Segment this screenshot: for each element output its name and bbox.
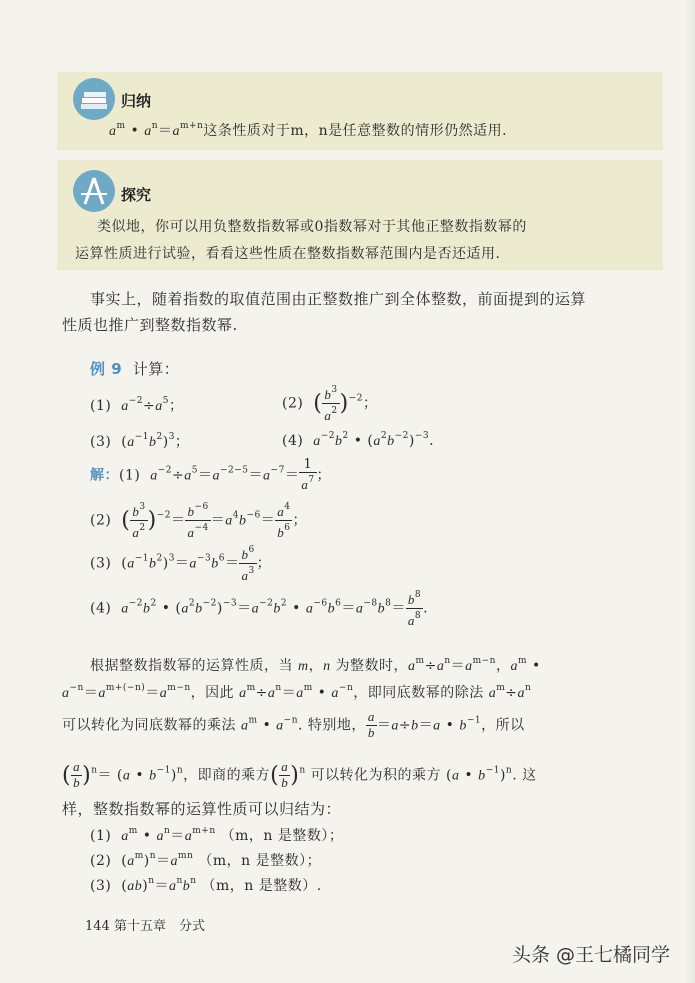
problem-1: (1) $a^{-2}\div a^5$；	[90, 396, 184, 414]
example-heading	[90, 358, 179, 379]
page-edge-shadow	[685, 0, 695, 983]
rule-2: (2) $(a^m)^n=a^{mn}$ （m，n 是整数）；	[90, 851, 322, 869]
para2-line-4: ( $\frac{a}{b}$ )$^n$＝ (a • $b^{-1})^n$，即商的乘方( $\frac{a}{b}$ )$^n$ 可以转化为积的乘方 (a • $b^{-1})^n$. 这	[62, 759, 537, 790]
problem-4: (4) $a^{-2}b^2$ • $(a^2b^{-2})^{-3}$.	[282, 431, 435, 449]
page-footer	[85, 915, 205, 934]
rule-1: (1) $a^m$ • $a^n=a^{m+n}$ （m，n 是整数）；	[90, 826, 344, 844]
para2-line-1: 根据整数指数幂的运算性质，当 m，n 为整数时，$a^m\div a^n=a^{m-n}$，$a^m$ •	[90, 656, 541, 674]
solution-4: (4) $a^{-2}b^2$ • $(a^2b^{-2})^{-3}=a^{-2}b^2$ • $a^{-6}b^6=a^{-8}b^8=$ $\frac{b^8}{a^8}$ .	[90, 590, 429, 628]
para1-line-2: 性质也推广到整数指数幂.	[62, 316, 238, 334]
explore-line-1: 类似地，你可以用负整数指数幂或0指数幂对于其他正整数指数幂的	[97, 219, 527, 235]
explore-title: 探究	[121, 186, 152, 204]
para1-line-1: 事实上，随着指数的取值范围由正整数推广到全体整数，前面提到的运算	[90, 290, 587, 308]
compass-icon	[73, 170, 115, 212]
explore-box	[57, 160, 663, 270]
para2-line-5: 样，整数指数幂的运算性质可以归结为：	[62, 800, 342, 818]
problem-2: (2) ( $\frac{b^3}{a^2}$ )$^{-2}$；	[282, 385, 378, 423]
solution-3: (3) $(a^{-1}b^2)^3=a^{-3}b^6=$ $\frac{b^6}{a^3}$ ；	[90, 545, 272, 583]
book-stack-icon	[73, 78, 115, 120]
summary-text: $a^m$ • $a^n=a^{m+n}$这条性质对于m，n是任意整数的情形仍然适用.	[109, 121, 508, 139]
solution-label: 解：	[90, 467, 119, 484]
rule-3: (3) $(ab)^n=a^nb^n$ （m，n 是整数）.	[90, 876, 322, 894]
example-title: 计算：	[132, 360, 180, 378]
page-number: 144	[85, 919, 110, 934]
summary-box	[57, 72, 663, 150]
example-label: 例 9	[90, 360, 123, 378]
para2-line-3: 可以转化为同底数幂的乘法 $a^m$ • $a^{-n}$. 特别地， $\frac{a}{b}$ ＝a÷b＝a • $b^{-1}$，所以	[62, 709, 525, 740]
chapter-title: 第十五章 分式	[113, 919, 205, 934]
explore-line-2: 运算性质进行试验，看看这些性质在整数指数幂范围内是否还适用.	[75, 246, 501, 262]
solution-2: (2) ( $\frac{b^3}{a^2}$ )$^{-2}$＝ $\frac{b^{-6}}{a^{-4}}$ $=a^4b^{-6}=$ $\frac{a^4}{b^6}$ ；	[90, 502, 307, 540]
summary-title: 归纳	[121, 92, 152, 110]
problem-3: (3) $(a^{-1}b^2)^3$；	[90, 432, 190, 450]
para2-line-2: $a^{-n}=a^{m+(-n)}=a^{m-n}$，因此 $a^m\div a^n=a^m$ • $a^{-n}$，即同底数幂的除法 $a^m\div a^n$	[62, 683, 532, 701]
solution-1: 解：(1) $a^{-2}\div a^5=a^{-2-5}=a^{-7}=$ $\frac{1}{a^7}$ ；	[90, 457, 332, 492]
watermark: 头条 @王七橘同学	[512, 944, 671, 966]
